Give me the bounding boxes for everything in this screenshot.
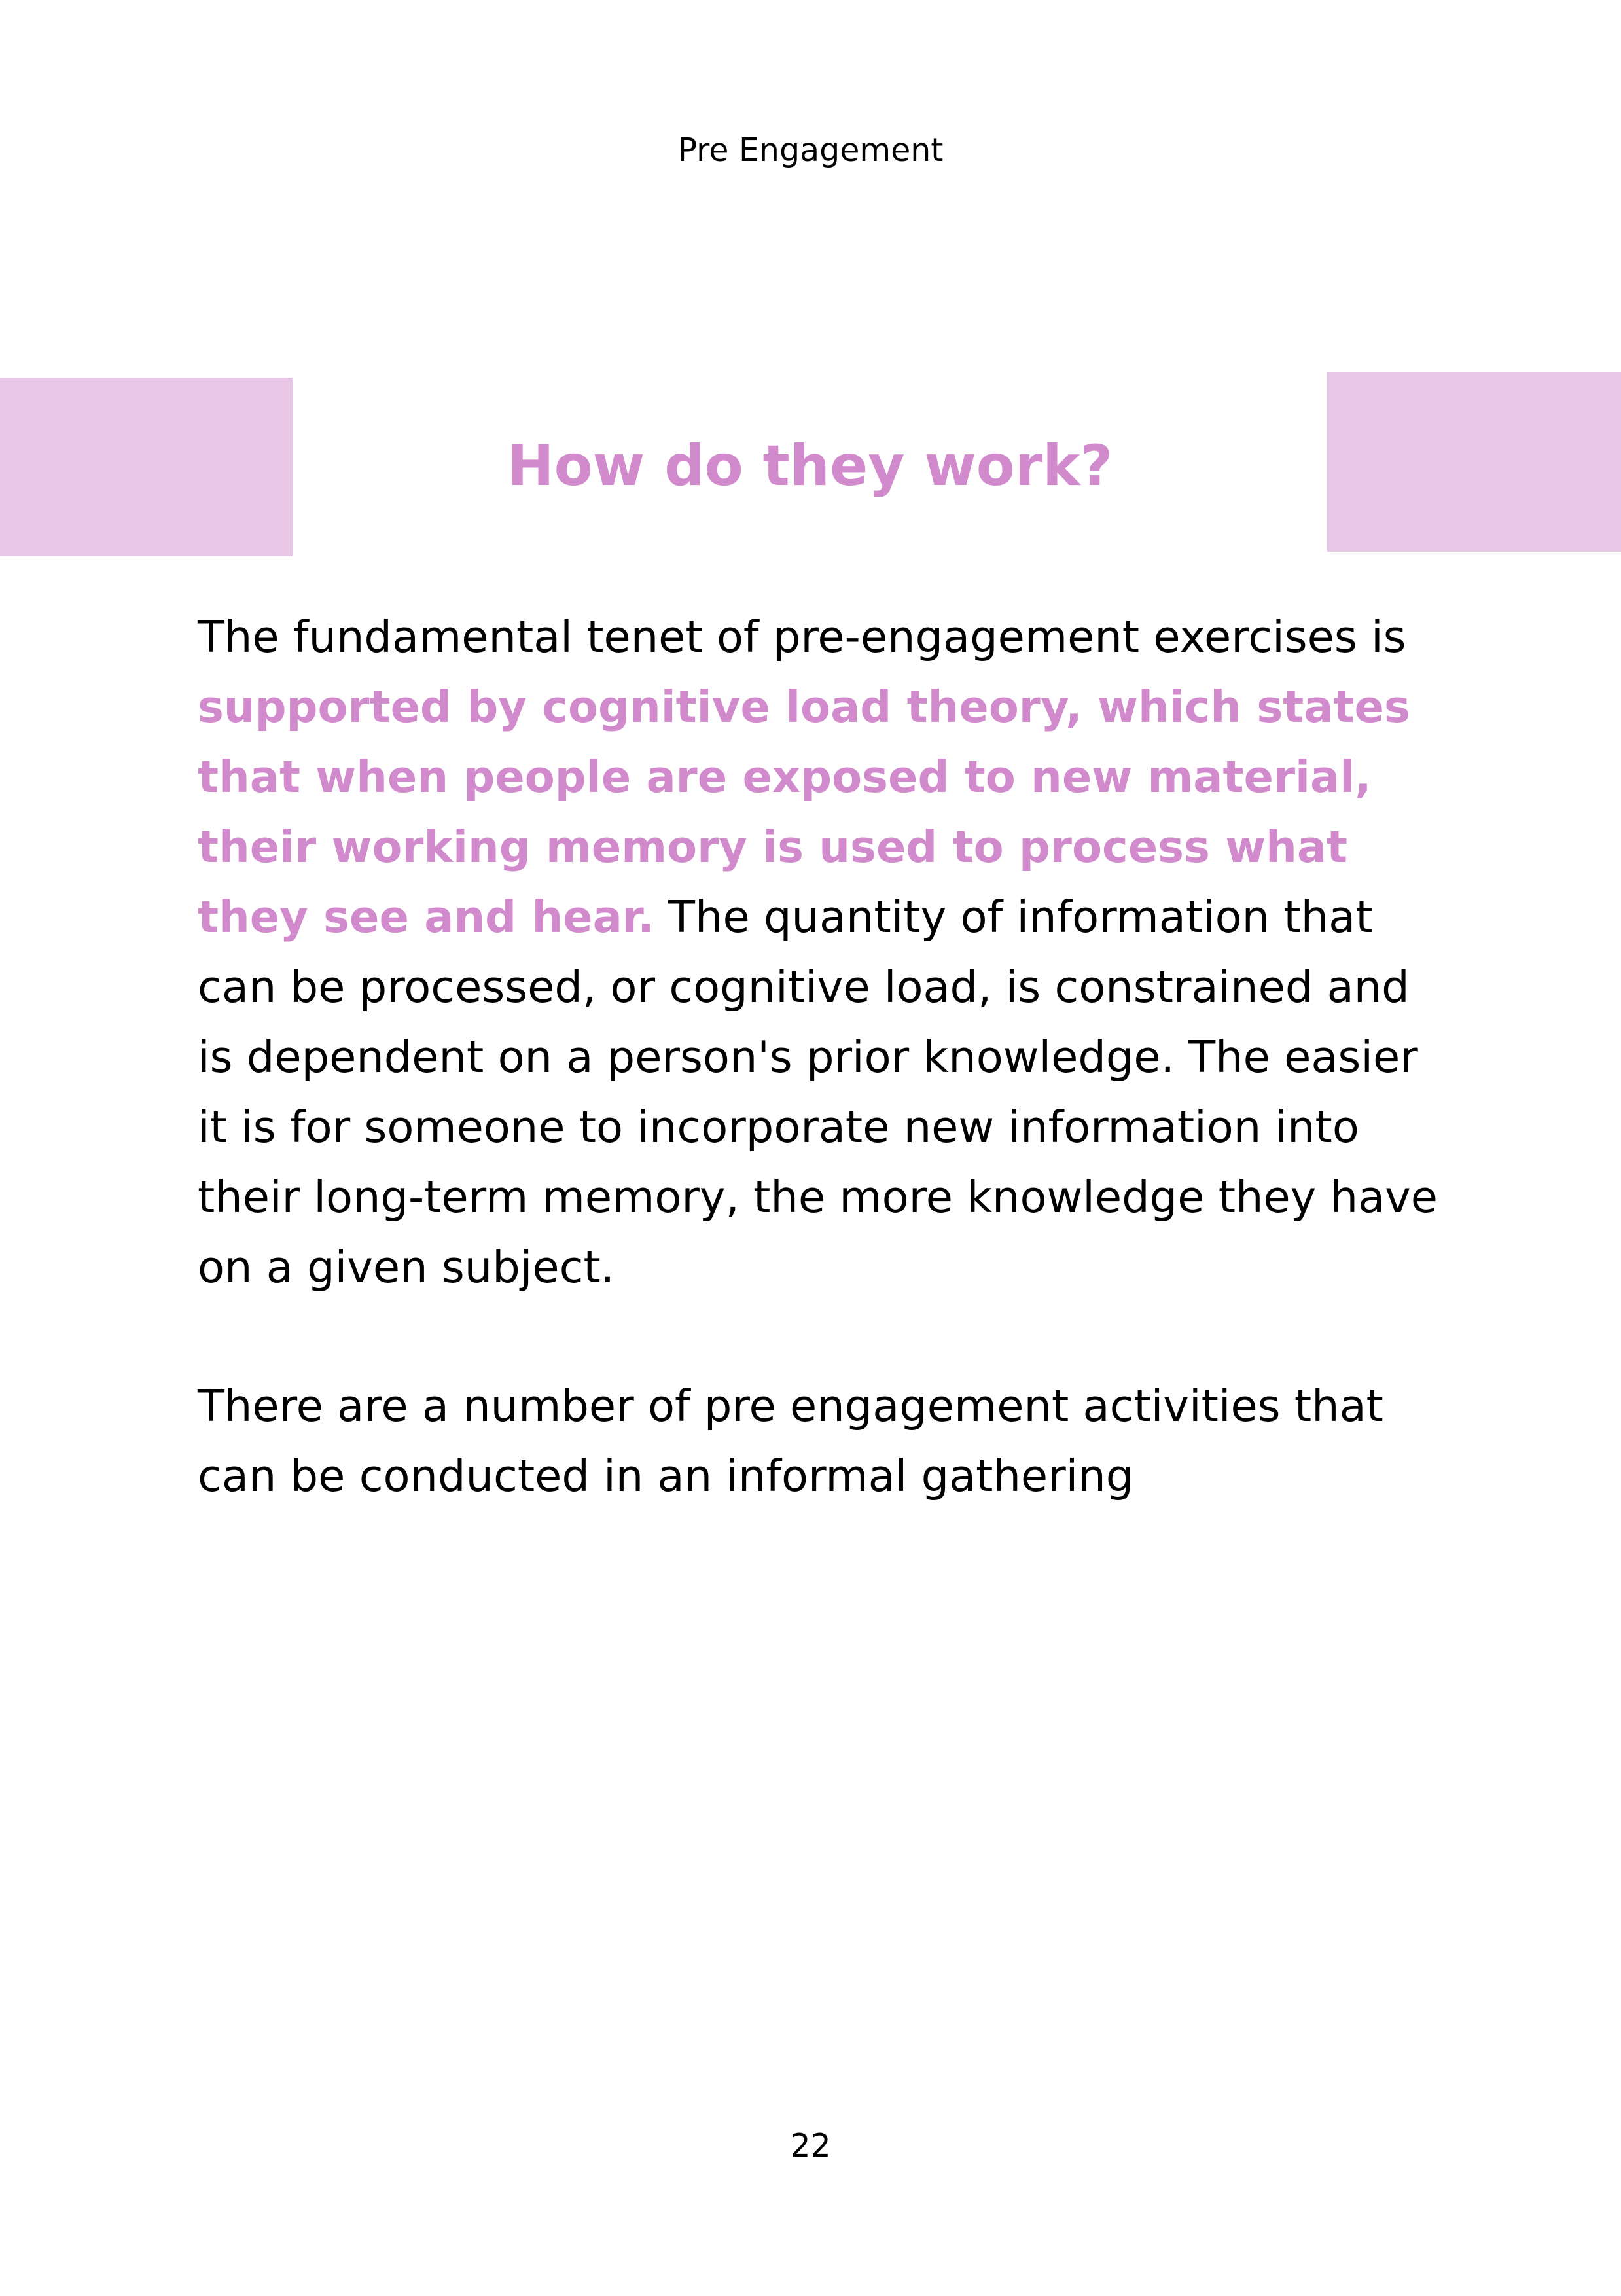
highlighted-text: supported by cognitive load theory, which states that when people are exposed to new material, their working memory is used to process what they see and hear. (198, 681, 1410, 942)
paragraph-intro-text: The fundamental tenet of pre-engagement exercises is (198, 611, 1406, 662)
decorative-block-right (1327, 372, 1621, 552)
page-number: 22 (790, 2127, 831, 2164)
paragraph-rest-text: The quantity of information that can be processed, or cognitive load, is constrained and is dependent on a person's prior knowledge. The easier it is for someone to incorporate new information into their long-term memory, the more knowledge they have on a given subject. (198, 891, 1438, 1293)
section-title: How do they work? (507, 433, 1113, 499)
running-header: Pre Engagement (677, 132, 944, 169)
body-paragraph-1 (198, 602, 1441, 1302)
decorative-block-left (0, 378, 293, 556)
body-paragraph-2: There are a number of pre engagement activities that can be conducted in an informal gathering (198, 1380, 1383, 1501)
